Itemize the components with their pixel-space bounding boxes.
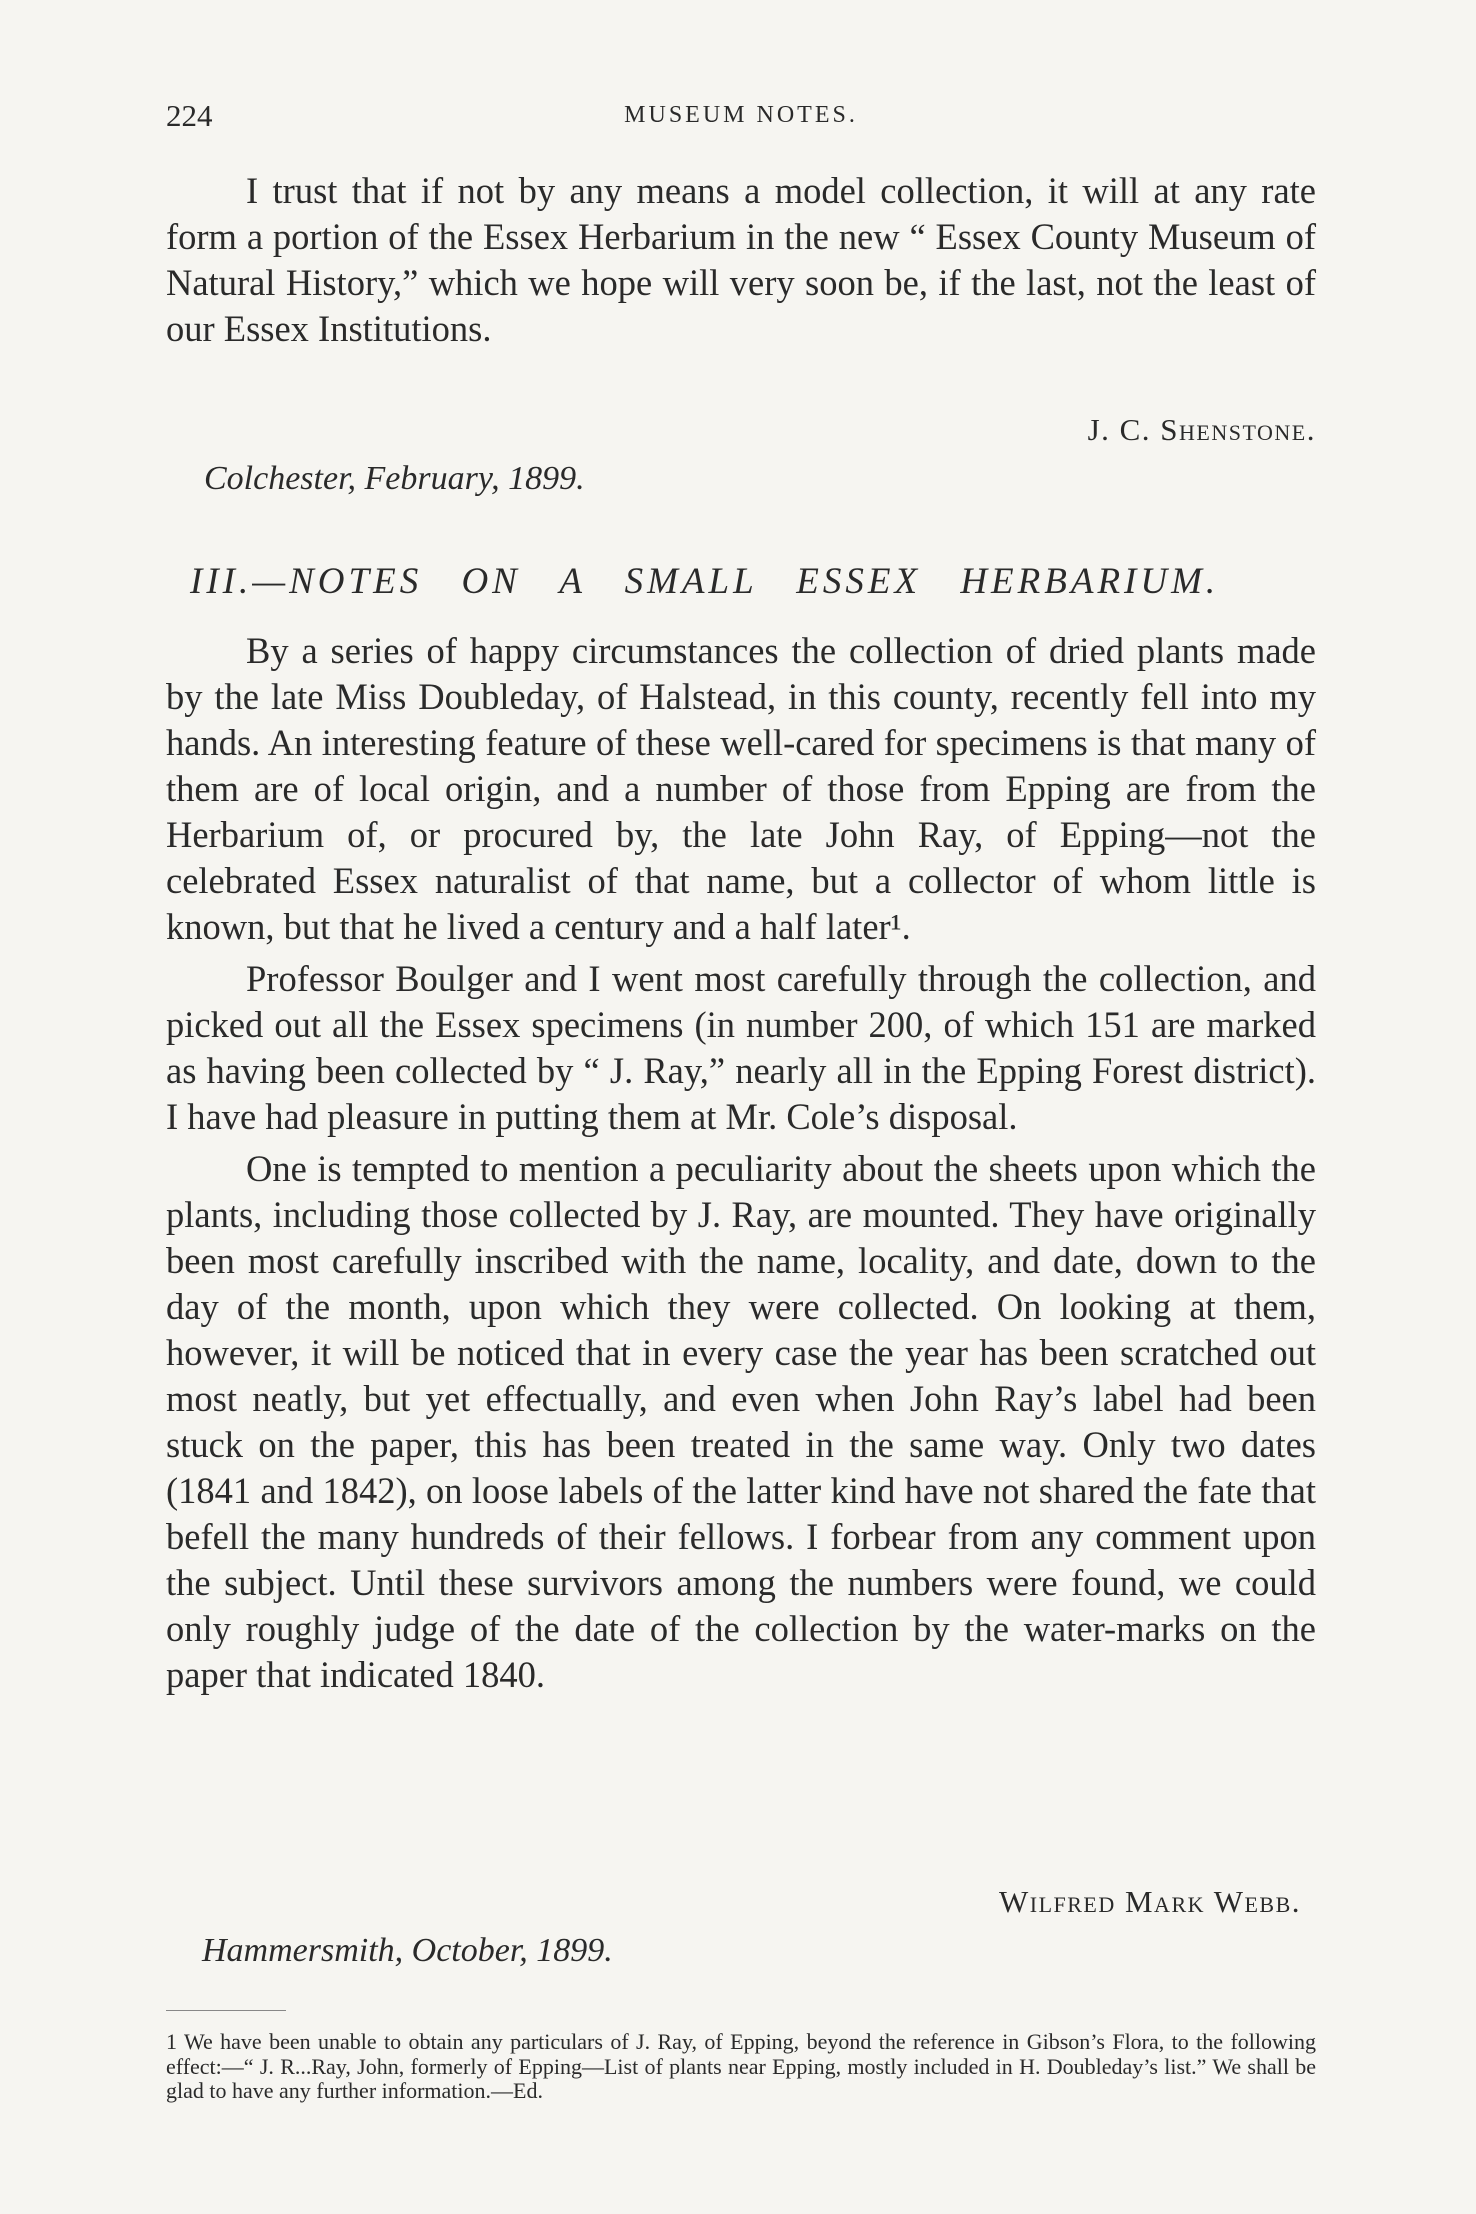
running-head: MUSEUM NOTES. — [624, 102, 858, 128]
section2-dateline: Hammersmith, October, 1899. — [202, 1932, 613, 1969]
section2-title: III.—NOTES ON A SMALL ESSEX HERBARIUM. — [190, 561, 1220, 602]
section2-paragraph: One is tempted to mention a peculiarity about the sheets upon which the plants, including those collected by J. Ray, are mounted. They have originally been most carefully inscribed with the name, locality, and date, down to the day of the month, upon which they were collected. On looking at them, however, it will be noticed that in every case the year has been scratched out most neatly, but yet effectually, and even when John Ray’s label had been stuck on the paper, this has been treated in the same way. Only two dates (1841 and 1842), on loose labels of the latter kind have not shared the fate that befell the many hundreds of their fellows. I forbear from any comment upon the subject. Until these survivors among the numbers were found, we could only roughly judge of the date of the collection by the water-marks on the paper that indicated 1840. — [166, 1148, 1316, 1695]
page-header — [166, 98, 1316, 138]
section2-paragraph: By a series of happy circumstances the collection of dried plants made by the late Miss Doubleday, of Halstead, in this county, recently fell into my hands. An interesting feature of these well-cared for specimens is that many of them are of local origin, and a number of those from Epping are from the Herbarium of, or procured by, the late John Ray, of Epping—not the celebrated Essex naturalist of that name, but a collector of whom little is known, but that he lived a century and a half later¹. — [166, 630, 1316, 947]
page-number: 224 — [166, 98, 213, 133]
section2-paragraph: Professor Boulger and I went most carefully through the collection, and picked out all the Essex specimens (in number 200, of which 151 are marked as having been collected by “ J. Ray,” nearly all in the Epping Forest district). I have had pleasure in putting them at Mr. Cole’s disposal. — [166, 958, 1316, 1137]
footnote: 1 We have been unable to obtain any particulars of J. Ray, of Epping, beyond the reference in Gibson’s Flora, to the following effect:—“ J. R...Ray, John, formerly of Epping—List of plants near Epping, mostly included in H. Doubleday’s list.” We shall be glad to have any further information.—Ed. — [166, 2029, 1316, 2103]
section2-body — [166, 628, 1316, 1698]
section1-dateline: Colchester, February, 1899. — [204, 460, 585, 497]
section1-paragraph: I trust that if not by any means a model collection, it will at any rate form a portion of the Essex Herbarium in the new “ Essex County Museum of Natural History,” which we hope will very soon be, if the last, not the least of our Essex Institutions. — [166, 170, 1316, 349]
section2-signature: Wilfred Mark Webb. — [998, 1884, 1301, 1919]
section1-body — [166, 168, 1316, 352]
footnote-divider — [166, 2010, 286, 2011]
section1-signature: J. C. Shenstone. — [1087, 412, 1316, 447]
